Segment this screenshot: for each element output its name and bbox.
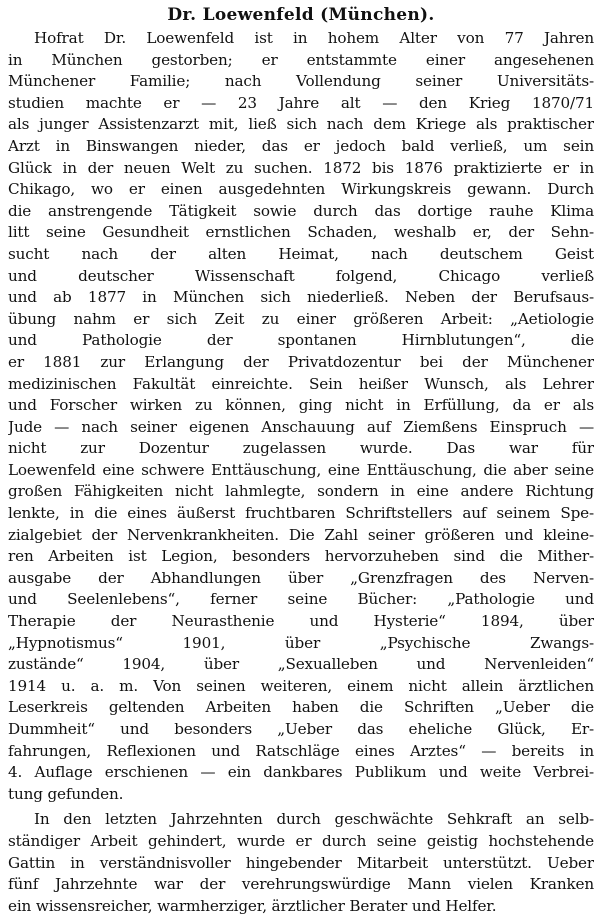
text-line: Loewenfeld eine schwere Enttäuschung, eine Enttäuschung, die aber seine bbox=[8, 460, 594, 479]
text-line: als junger Assistenzarzt mit, ließ sich nach dem Kriege als praktischer bbox=[8, 115, 594, 134]
text-line: zialgebiet der Nervenkrankheiten. Die Zahl seiner größeren und kleine- bbox=[8, 525, 594, 544]
text-line: ständiger Arbeit gehindert, wurde er durch seine geistig hochstehende bbox=[8, 831, 594, 850]
text-line: sucht nach der alten Heimat, nach deutschem Geist bbox=[8, 244, 594, 263]
text-line: Therapie der Neurasthenie und Hysterie“ 1894, über bbox=[8, 612, 594, 631]
text-line: In den letzten Jahrzehnten durch geschwächte Sehkraft an selb- bbox=[34, 810, 594, 829]
text-line: 4. Auflage erschienen — ein dankbares Publikum und weite Verbrei- bbox=[8, 763, 594, 782]
text-line: er 1881 zur Erlangung der Privatdozentur bei der Münchener bbox=[8, 352, 594, 371]
text-line: ausgabe der Abhandlungen über „Grenzfragen des Nerven- bbox=[8, 568, 594, 587]
paragraph bbox=[8, 28, 594, 805]
text-line: Münchener Familie; nach Vollendung seiner Universitäts- bbox=[8, 72, 594, 91]
text-line: und ab 1877 in München sich niederließ. Neben der Berufsaus- bbox=[8, 288, 594, 307]
text-line: ein wissensreicher, warmherziger, ärztlicher Berater und Helfer. bbox=[8, 896, 497, 915]
text-line: Leserkreis geltenden Arbeiten haben die Schriften „Ueber die bbox=[8, 698, 594, 717]
text-line: Gattin in verständnisvoller hingebender Mitarbeit unterstützt. Ueber bbox=[8, 853, 594, 872]
text-line: Glück in der neuen Welt zu suchen. 1872 bis 1876 praktizierte er in bbox=[8, 158, 594, 177]
text-line: und Forscher wirken zu können, ging nicht in Erfüllung, da er als bbox=[8, 396, 594, 415]
text-line: und deutscher Wissenschaft folgend, Chicago verließ bbox=[8, 266, 594, 285]
text-line: litt seine Gesundheit ernstlichen Schaden, weshalb er, der Sehn- bbox=[8, 223, 594, 242]
text-line: 1914 u. a. m. Von seinen weiteren, einem nicht allein ärztlichen bbox=[8, 676, 594, 695]
text-line: großen Fähigkeiten nicht lahmlegte, sondern in eine andere Richtung bbox=[8, 482, 594, 501]
text-line: Dummheit“ und besonders „Ueber das eheliche Glück, Er- bbox=[8, 720, 594, 738]
text-line: Hofrat Dr. Loewenfeld ist in hohem Alter von 77 Jahren bbox=[34, 29, 594, 47]
text-line: nicht zur Dozentur zugelassen wurde. Das war für bbox=[8, 439, 594, 458]
text-line: übung nahm er sich Zeit zu einer größeren Arbeit: „Aetiologie bbox=[8, 309, 594, 328]
text-line: und Pathologie der spontanen Hirnblutungen“, die bbox=[8, 331, 594, 350]
text-line: zustände“ 1904, über „Sexualleben und Nervenleiden“ bbox=[8, 655, 594, 674]
text-line: fahrungen, Reflexionen und Ratschläge eines Arztes“ — bereits in bbox=[8, 741, 594, 760]
text-line: Chikago, wo er einen ausgedehnten Wirkungskreis gewann. Durch bbox=[8, 180, 594, 199]
text-line: studien machte er — 23 Jahre alt — den Krieg 1870/71 bbox=[8, 93, 594, 112]
text-line: Arzt in Binswangen nieder, das er jedoch bald verließ, um sein bbox=[8, 136, 594, 155]
text-line: und Seelenlebens“, ferner seine Bücher: „Pathologie und bbox=[8, 590, 594, 609]
text-line: ren Arbeiten ist Legion, besonders hervorzuheben sind die Mither- bbox=[8, 547, 594, 566]
text-line: die anstrengende Tätigkeit sowie durch das dortige rauhe Klima bbox=[8, 201, 594, 220]
text-line: in München gestorben; er entstammte einer angesehenen bbox=[8, 50, 594, 69]
text-line: „Hypnotismus“ 1901, über „Psychische Zwangs- bbox=[8, 633, 594, 652]
text-line: Jude — nach seiner eigenen Anschauung auf Ziemßens Einspruch — bbox=[8, 417, 594, 436]
text-line: fünf Jahrzehnte war der verehrungswürdige Mann vielen Kranken bbox=[8, 875, 594, 894]
text-line: tung gefunden. bbox=[8, 784, 124, 803]
article-title: Dr. Loewenfeld (München). bbox=[167, 5, 435, 25]
text-line: lenkte, in die eines äußerst fruchtbaren Schriftstellers auf seinem Spe- bbox=[8, 504, 594, 523]
paragraph bbox=[8, 809, 594, 917]
article-body bbox=[8, 28, 594, 917]
text-line: medizinischen Fakultät einreichte. Sein heißer Wunsch, als Lehrer bbox=[8, 374, 594, 393]
